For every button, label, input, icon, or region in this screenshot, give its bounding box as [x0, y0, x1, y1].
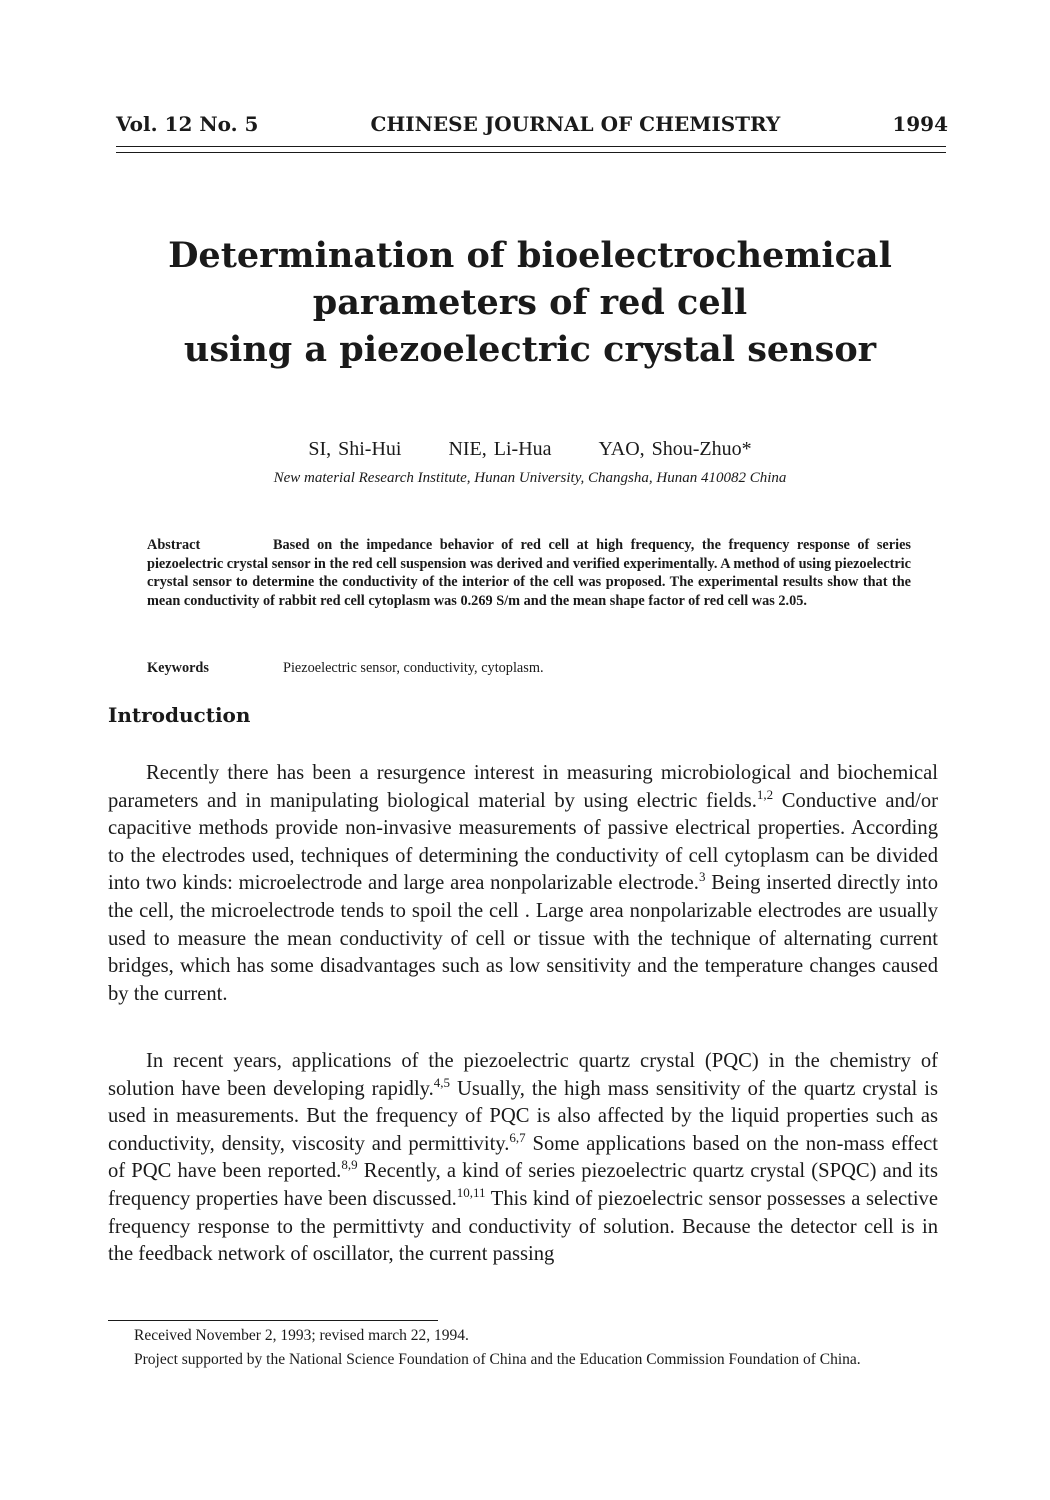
body-paragraph [108, 1048, 938, 1269]
affiliation: New material Research Institute, Hunan University, Changsha, Hunan 410082 China [273, 470, 787, 486]
citation: 10,11 [456, 1185, 486, 1201]
citation: 1,2 [756, 786, 774, 802]
author: YAO, Shou-Zhuo* [598, 438, 752, 460]
author: NIE, Li-Hua [448, 438, 552, 460]
paper-title [100, 232, 960, 373]
title-line: parameters of red cell [312, 282, 748, 323]
footnote-rule [108, 1320, 438, 1321]
body-paragraph [108, 760, 938, 1008]
citation: 8,9 [341, 1157, 358, 1173]
footnote: Received November 2, 1993; revised march 22, 1994. [134, 1327, 469, 1344]
abstract-label: Abstract [147, 537, 201, 553]
journal-name: CHINESE JOURNAL OF CHEMISTRY [370, 112, 781, 136]
keywords-text: Piezoelectric sensor, conductivity, cytoplasm. [283, 660, 544, 676]
title-line: Determination of bioelectrochemical [168, 235, 892, 276]
footnote: Project supported by the National Science Foundation of China and the Education Commission Foundation of China. [134, 1351, 861, 1368]
text-run: Usually, the high mass sensitivity of the quartz crystal is used in measurements. But the frequency of PQC is also affected by the liquid properties such as conductivity, density, viscosity and permittivity. [108, 1077, 939, 1155]
text-run: This kind of piezoelectric sensor possesses a selective frequency response to the permittivty and conductivity of solution. Because the detector cell is in the feedback network of oscillator, the current passing [108, 1187, 938, 1266]
author: SI, Shi-Hui [308, 438, 402, 460]
header-rule-top [116, 146, 946, 147]
text-run: Conductive and/or capacitive methods provide non-invasive measurements of passive electrical properties. According to the electrodes used, techniques of determining the conductivity of cell cytoplasm can be divided into two kinds: microelectrode and large area nonpolarizable electrode. [108, 789, 938, 895]
text-run: Some applications based on the non-mass effect of PQC have been reported. [108, 1132, 938, 1183]
citation: 6,7 [509, 1129, 526, 1145]
text-run: In recent years, applications of the piezoelectric quartz crystal (PQC) in the chemistry of solution have been developing rapidly. [108, 1050, 938, 1100]
author-list [200, 438, 860, 461]
running-header [116, 112, 948, 136]
keywords-label: Keywords [147, 660, 209, 676]
year: 1994 [892, 112, 948, 136]
text-run: Recently there has been a resurgence interest in measuring microbiological and biochemical parameters and in manipulating biological material by using electric fields. [108, 762, 938, 812]
abstract [147, 536, 911, 610]
abstract-text: Based on the impedance behavior of red cell at high frequency, the frequency response of series piezoelectric crystal sensor in the red cell suspension was derived and verified experimentally. A method of using piezoelectric crystal sensor to determine the conductivity of the interior of the cell was proposed. The experimental results show that the mean conductivity of rabbit red cell cytoplasm was 0.269 S/m and the mean shape factor of red cell was 2.05. [147, 537, 911, 609]
volume-info: Vol. 12 No. 5 [116, 112, 259, 136]
header-rule-bottom [116, 152, 946, 153]
citation: 3 [698, 869, 706, 885]
title-line: using a piezoelectric crystal sensor [183, 329, 877, 370]
citation: 4,5 [433, 1074, 451, 1090]
keywords [147, 660, 911, 677]
text-run: Recently, a kind of series piezoelectric quartz crystal (SPQC) and its frequency properties have been discussed. [108, 1160, 938, 1210]
text-run: Being inserted directly into the cell, the microelectrode tends to spoil the cell . Large area nonpolarizable electrodes are usually used to measure the mean conductivity of cell or tissue with the technique of alternating current bridges, which has some disadvantages such as low sensitivity and the temperature changes caused by the current. [108, 872, 938, 1005]
section-heading: Introduction [108, 703, 251, 727]
